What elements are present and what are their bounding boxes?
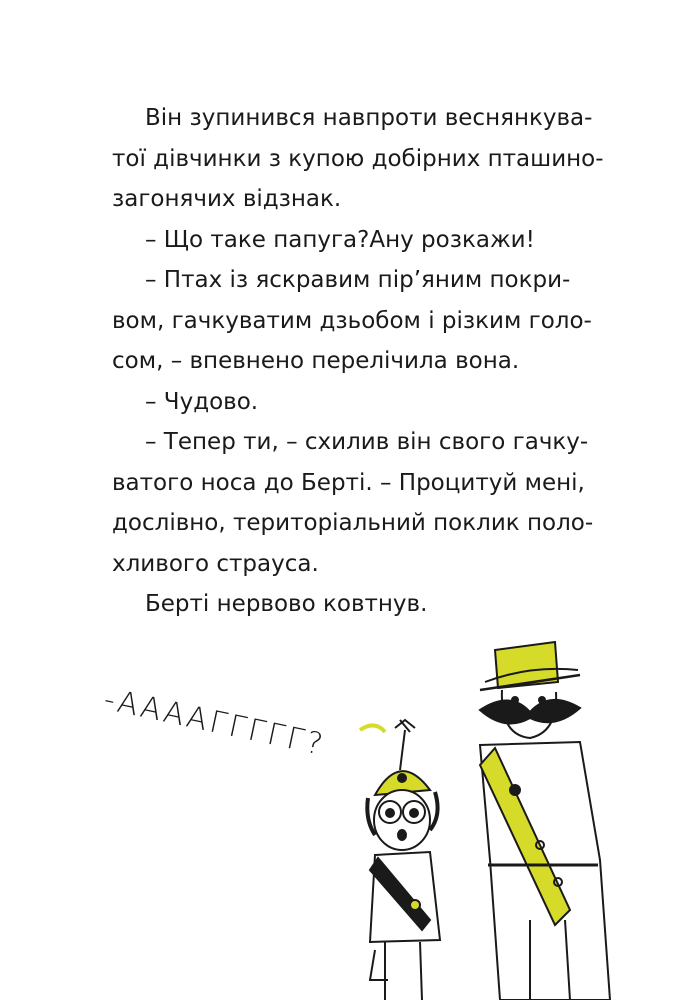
scout-illustration xyxy=(330,620,693,1000)
boy-bertie xyxy=(360,720,440,1000)
text-line: – Що таке папуга?Ану розкажи! xyxy=(145,226,535,253)
text-line: – Чудово. xyxy=(145,388,259,415)
text-line: – Тепер ти, – схилив він свого гачку- xyxy=(145,429,589,455)
story-text xyxy=(112,98,612,625)
text-line: Берті нервово ковтнув. xyxy=(145,591,428,617)
text-line: Він зупинився навпроти веснянкува- xyxy=(145,105,593,131)
text-line: хливого страуса. xyxy=(112,550,319,577)
text-line: – Птах із яскравим пір’яним покри- xyxy=(145,267,571,293)
scout-leader xyxy=(480,642,610,1000)
scream-text: -ААААГГГГГ? xyxy=(100,682,329,764)
text-line: загонячих відзнак. xyxy=(112,186,342,212)
text-line: сом, – впевнено перелічила вона. xyxy=(112,348,520,374)
text-line: дослівно, територіальний поклик поло- xyxy=(112,510,594,536)
text-line: вом, гачкуватим дзьобом і різким голо- xyxy=(112,307,592,334)
text-line: тої дівчинки з купою добірних пташино- xyxy=(112,145,604,172)
text-line: ватого носа до Берті. – Процитуй мені, xyxy=(112,469,585,496)
